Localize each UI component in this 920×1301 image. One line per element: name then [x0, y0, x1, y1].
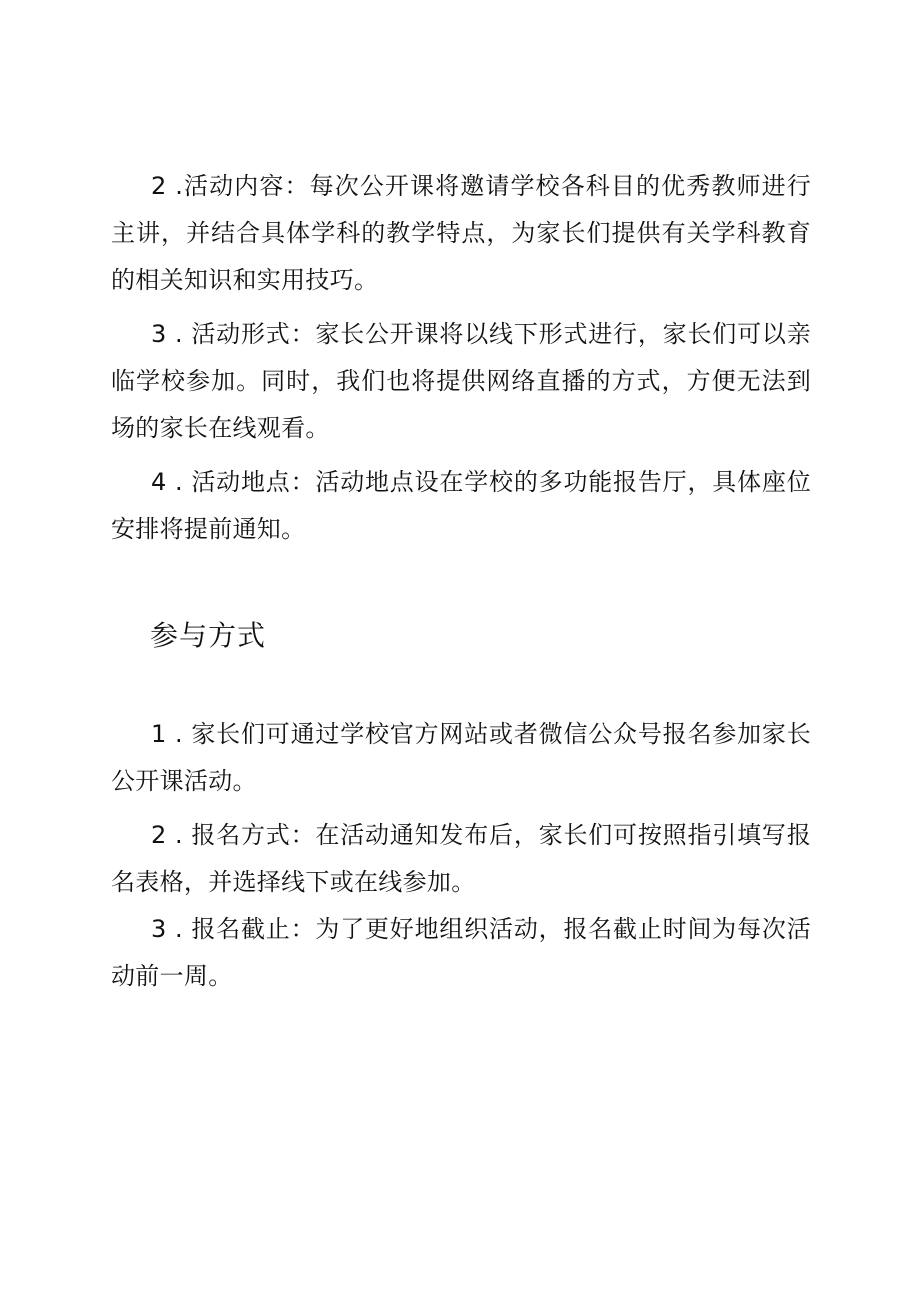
activity-content-paragraph: 2 .活动内容：每次公开课将邀请学校各科目的优秀教师进行主讲，并结合具体学科的教学特点，为家长们提供有关学科教育的相关知识和实用技巧。	[111, 172, 811, 294]
participation-item-deadline: 3 . 报名截止：为了更好地组织活动，报名截止时间为每次活动前一周。	[111, 915, 811, 990]
activity-location-paragraph: 4 . 活动地点：活动地点设在学校的多功能报告厅，具体座位安排将提前通知。	[111, 468, 811, 543]
participation-item-method: 2 . 报名方式：在活动通知发布后，家长们可按照指引填写报名表格，并选择线下或在线参加。	[111, 821, 811, 896]
participation-item-signup: 1 . 家长们可通过学校官方网站或者微信公众号报名参加家长公开课活动。	[111, 720, 811, 795]
activity-format-paragraph: 3 . 活动形式：家长公开课将以线下形式进行，家长们可以亲临学校参加。同时，我们也将提供网络直播的方式，方便无法到场的家长在线观看。	[111, 320, 811, 442]
participation-heading: 参与方式	[150, 619, 267, 652]
